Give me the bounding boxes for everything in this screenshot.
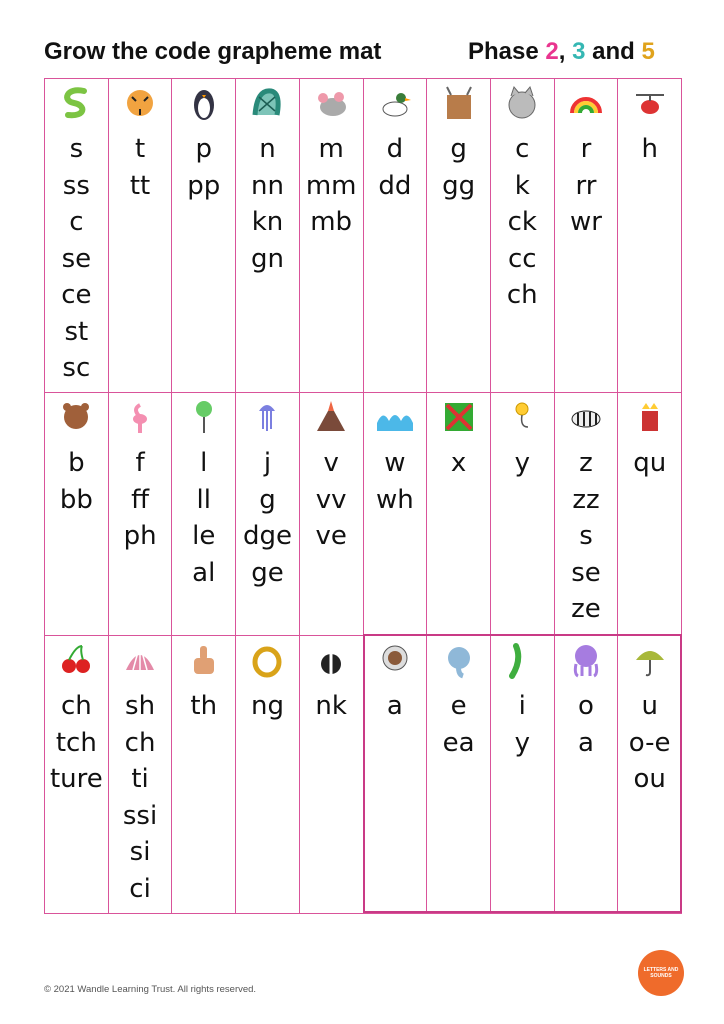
grapheme: cc <box>507 243 537 274</box>
grapheme-cell <box>109 78 173 393</box>
penguin-icon <box>184 83 224 123</box>
grapheme: y <box>514 448 530 478</box>
cherries-icon <box>56 640 96 680</box>
snake-icon <box>56 83 96 123</box>
waves-icon <box>375 397 415 437</box>
flamingo-icon <box>120 397 160 437</box>
grapheme: x <box>450 448 467 478</box>
grapheme: rr <box>575 170 597 201</box>
grapheme: p <box>195 134 213 164</box>
grapheme: ea <box>442 727 475 758</box>
duck-icon <box>375 83 415 123</box>
phase-sep: , <box>558 38 566 65</box>
grapheme: l <box>200 448 208 478</box>
grapheme: si <box>129 837 151 867</box>
ring-icon <box>247 640 287 680</box>
grapheme-cell <box>45 78 109 393</box>
grapheme: ci <box>129 873 151 904</box>
page-title: Grow the code grapheme mat <box>44 38 382 65</box>
astronaut-icon <box>375 640 415 680</box>
grapheme-cell <box>491 78 555 393</box>
grapheme: w <box>384 448 406 478</box>
grapheme: se <box>61 243 92 274</box>
grapheme-cell <box>300 636 364 914</box>
grapheme: wr <box>569 207 602 237</box>
grapheme: ph <box>123 521 157 551</box>
umbrella-icon <box>630 640 670 680</box>
grapheme-cell <box>618 636 682 914</box>
grapheme: ce <box>61 280 92 310</box>
grapheme: s <box>69 134 84 164</box>
grapheme-cell <box>618 78 682 393</box>
grapheme: e <box>450 691 467 721</box>
grid-row <box>44 393 682 636</box>
grid-row <box>44 636 682 914</box>
grapheme: c <box>515 134 530 164</box>
grapheme-cell <box>236 78 300 393</box>
grapheme: al <box>192 557 216 588</box>
grapheme: gn <box>250 243 284 274</box>
grapheme-cell <box>172 393 236 636</box>
grapheme: i <box>518 691 526 721</box>
grapheme: j <box>263 448 272 478</box>
grapheme: v <box>323 448 339 478</box>
phase-heading <box>468 38 655 66</box>
copyright-footer: © 2021 Wandle Learning Trust. All rights reserved. <box>44 984 257 995</box>
grapheme-cell <box>45 636 109 914</box>
grapheme: wh <box>375 484 414 515</box>
grapheme: se <box>571 557 601 588</box>
x-box-icon <box>439 397 479 437</box>
jellyfish-icon <box>247 397 287 437</box>
grapheme: f <box>135 448 145 478</box>
grapheme-cell <box>45 393 109 636</box>
grapheme: pp <box>187 170 221 201</box>
goat-icon <box>439 83 479 123</box>
grapheme: ve <box>315 521 347 551</box>
grapheme-cell <box>491 636 555 914</box>
phase-label: Phase <box>468 38 539 65</box>
octopus-icon <box>566 640 606 680</box>
volcano-icon <box>311 397 351 437</box>
grapheme: t <box>134 134 146 164</box>
lizard-icon <box>502 640 542 680</box>
grapheme: dge <box>242 521 292 551</box>
grapheme: st <box>64 316 89 347</box>
grapheme: qu <box>633 448 667 478</box>
grapheme-grid <box>44 78 682 914</box>
grapheme: zz <box>572 484 600 515</box>
queen-icon <box>630 397 670 437</box>
grapheme: bb <box>59 484 93 515</box>
grapheme: z <box>579 448 593 478</box>
grapheme: h <box>641 134 658 164</box>
grapheme: mb <box>310 207 353 237</box>
grapheme: ff <box>131 484 150 515</box>
grapheme: ch <box>506 280 538 310</box>
grapheme: r <box>580 134 592 164</box>
tiger-icon <box>120 83 160 123</box>
grapheme-cell <box>427 636 491 914</box>
grapheme: g <box>450 134 467 164</box>
grapheme-cell <box>364 78 428 393</box>
grapheme: d <box>386 134 404 164</box>
grapheme: vv <box>315 484 347 515</box>
grapheme: tt <box>129 170 151 201</box>
thumbs-up-icon <box>184 640 224 680</box>
net-icon <box>247 83 287 123</box>
grapheme: c <box>69 207 84 237</box>
grapheme-cell <box>109 393 173 636</box>
grapheme: gg <box>442 170 476 201</box>
phase-5: 5 <box>641 38 655 65</box>
grapheme: s <box>579 521 593 551</box>
grapheme-cell <box>555 393 619 636</box>
grapheme: ze <box>571 594 601 624</box>
grapheme-cell <box>236 636 300 914</box>
grapheme: ck <box>507 207 537 237</box>
grapheme: kn <box>251 207 284 237</box>
grapheme: ng <box>250 691 284 721</box>
grapheme-cell <box>555 636 619 914</box>
phase-2: 2 <box>545 38 559 65</box>
grapheme-cell <box>364 393 428 636</box>
cat-icon <box>502 83 542 123</box>
grapheme: dd <box>378 170 412 201</box>
grapheme-cell <box>427 78 491 393</box>
grapheme: nk <box>315 691 347 721</box>
grapheme: m <box>318 134 344 164</box>
grapheme: sc <box>62 353 91 383</box>
grapheme-cell <box>555 78 619 393</box>
grapheme-cell <box>109 636 173 914</box>
grapheme: k <box>514 170 530 201</box>
phase-3: 3 <box>572 38 586 65</box>
grapheme-cell <box>491 393 555 636</box>
grapheme: ch <box>60 691 92 721</box>
grapheme: sh <box>125 691 156 721</box>
grapheme: u <box>641 691 658 721</box>
elephant-icon <box>439 640 479 680</box>
grapheme: g <box>259 484 276 515</box>
grapheme: ou <box>633 764 666 794</box>
letters-and-sounds-logo <box>638 950 684 996</box>
grapheme: n <box>259 134 276 164</box>
grapheme-cell <box>172 636 236 914</box>
grapheme-cell <box>618 393 682 636</box>
grapheme: a <box>386 691 403 721</box>
grapheme: nn <box>250 170 284 201</box>
grapheme: th <box>190 691 218 721</box>
grapheme: ch <box>124 727 156 758</box>
grapheme: ll <box>196 484 211 515</box>
helicopter-icon <box>630 83 670 123</box>
grapheme: mm <box>305 170 357 201</box>
grapheme-cell <box>427 393 491 636</box>
shell-icon <box>120 640 160 680</box>
grapheme: a <box>578 727 594 758</box>
grapheme-cell <box>364 636 428 914</box>
logo-line-2: SOUNDS <box>650 973 672 979</box>
grapheme: ss <box>62 170 90 201</box>
phase-and: and <box>592 38 635 65</box>
grapheme: b <box>68 448 85 478</box>
grapheme-cell <box>172 78 236 393</box>
grapheme-cell <box>300 393 364 636</box>
grapheme: o <box>578 691 594 721</box>
yo-yo-icon <box>502 397 542 437</box>
grapheme: y <box>514 727 530 758</box>
skunk-icon <box>311 640 351 680</box>
mouse-icon <box>311 83 351 123</box>
logo-line-1: LETTERS AND <box>643 967 679 973</box>
grapheme-cell <box>236 393 300 636</box>
bear-icon <box>56 397 96 437</box>
grapheme-cell <box>300 78 364 393</box>
grapheme: ti <box>131 764 149 794</box>
grapheme: ge <box>251 557 284 588</box>
grapheme: tch <box>55 727 97 758</box>
grid-row <box>44 78 682 393</box>
lollipop-icon <box>184 397 224 437</box>
rainbow-icon <box>566 83 606 123</box>
grapheme: o-e <box>628 727 671 758</box>
grapheme: ssi <box>122 800 158 831</box>
zebra-icon <box>566 397 606 437</box>
grapheme: ture <box>49 764 103 794</box>
grapheme: le <box>192 521 216 551</box>
